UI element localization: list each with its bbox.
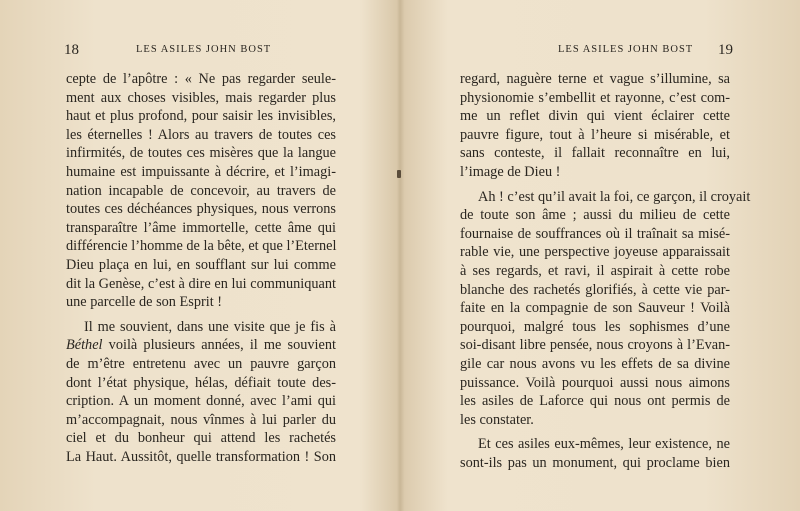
text-line: Et ces asiles eux-mêmes, leur existence, ne bbox=[478, 436, 730, 453]
text-line: puissance. Voilà pourquoi aussi nous aimons bbox=[460, 374, 730, 391]
right-page bbox=[402, 0, 800, 511]
text-line: fournaise de souffrances où il traînait sa misé- bbox=[460, 225, 730, 242]
text-line: les constater. bbox=[460, 411, 534, 428]
text-line: ciel et du bonheur qui attend les rachetés bbox=[66, 430, 336, 447]
text-line: haut et plus profond, pour saisir les invisibles, bbox=[66, 108, 336, 125]
text-line: ment aux choses visibles, mais regarder plus bbox=[66, 89, 336, 106]
text-line: l’image de Dieu ! bbox=[460, 163, 561, 180]
text-line: me un reflet divin qui vient éclairer cette bbox=[460, 108, 730, 125]
text-line: cepte de l’apôtre : « Ne pas regarder seule- bbox=[66, 71, 336, 87]
text-line: Il me souvient, dans une visite que je fis à bbox=[84, 318, 336, 335]
page-number: 19 bbox=[718, 42, 733, 58]
binding-thread bbox=[397, 170, 401, 178]
text-line: regard, naguère terne et vague s’illumine, sa bbox=[460, 71, 730, 87]
text-line: les éternelles ! Alors au travers de toutes ces bbox=[66, 126, 336, 143]
text-line: infirmités, de toutes ces misères que la langue bbox=[66, 145, 336, 162]
text-line: toutes ces déchéances physiques, nous verrons bbox=[66, 201, 336, 218]
text-line: physionomie s’embellit et rayonne, c’est com- bbox=[460, 89, 730, 106]
text-line bbox=[66, 336, 336, 355]
text-line: La Haut. Aussitôt, quelle transformation ! Son bbox=[66, 448, 336, 465]
page-text bbox=[460, 70, 751, 472]
text-line-rest: voilà plusieurs années, il me souvient bbox=[102, 337, 336, 354]
page-number: 18 bbox=[64, 42, 79, 58]
text-line: Dieu plaça en lui, en soufflant sur lui comme bbox=[66, 256, 336, 273]
text-line: rable vie, une perspective joyeuse apparaissait bbox=[460, 244, 730, 261]
text-line: soi-disant libre pensée, nous croyons à l’Evan- bbox=[460, 337, 730, 354]
text-line: blanche des rachetés glorifiés, à cette vie par- bbox=[460, 281, 730, 298]
italic-word: Béthel bbox=[66, 337, 103, 354]
text-line: transparaître l’âme immortelle, cette âme qui bbox=[66, 219, 336, 236]
text-line: dont l’état physique, hélas, défiait toute des- bbox=[66, 374, 336, 391]
page-text bbox=[66, 70, 336, 466]
text-line: pauvre figure, tout à l’heure si misérable, et bbox=[460, 126, 730, 143]
running-head: LES ASILES JOHN BOST bbox=[558, 44, 694, 55]
left-page bbox=[0, 0, 398, 511]
running-head: LES ASILES JOHN BOST bbox=[136, 44, 272, 55]
text-line: cription. A un moment donné, avec l’ami qui bbox=[66, 393, 336, 410]
text-line: à ses regards, et ravi, il aspirait à cette robe bbox=[460, 262, 730, 279]
text-line: les asiles de Laforce qui nous ont permis de bbox=[460, 393, 730, 410]
text-line: Ah ! c’est qu’il avait la foi, ce garçon, il croyait bbox=[478, 188, 751, 205]
text-line: différencie l’homme de la bête, et que l’Eternel bbox=[66, 238, 337, 255]
text-line: nation incapable de concevoir, au travers de bbox=[66, 182, 336, 199]
text-line: sans conteste, il fallait reconnaître en lui, bbox=[460, 145, 730, 162]
text-line: de toute son âme ; aussi du milieu de cette bbox=[460, 207, 730, 224]
text-line: une parcelle de son Esprit ! bbox=[66, 294, 223, 311]
text-line: faite en la compagnie de son Sauveur ! Voilà bbox=[460, 300, 730, 317]
text-line: humaine est impuissante à décrire, et l’imagi- bbox=[66, 163, 336, 180]
text-line: pourquoi, malgré tous les sophismes d’une bbox=[460, 318, 730, 335]
text-line: m’accompagnait, nous vînmes à lui parler du bbox=[66, 411, 336, 428]
text-line: gile car nous avons vu les effets de sa divine bbox=[460, 355, 730, 372]
text-line: de m’être entretenu avec un pauvre garçon bbox=[66, 355, 336, 372]
text-line: dit la Genèse, c’est à dire en lui communiquant bbox=[66, 275, 336, 292]
text-line: sont-ils pas un monument, qui proclame bien bbox=[460, 454, 730, 471]
